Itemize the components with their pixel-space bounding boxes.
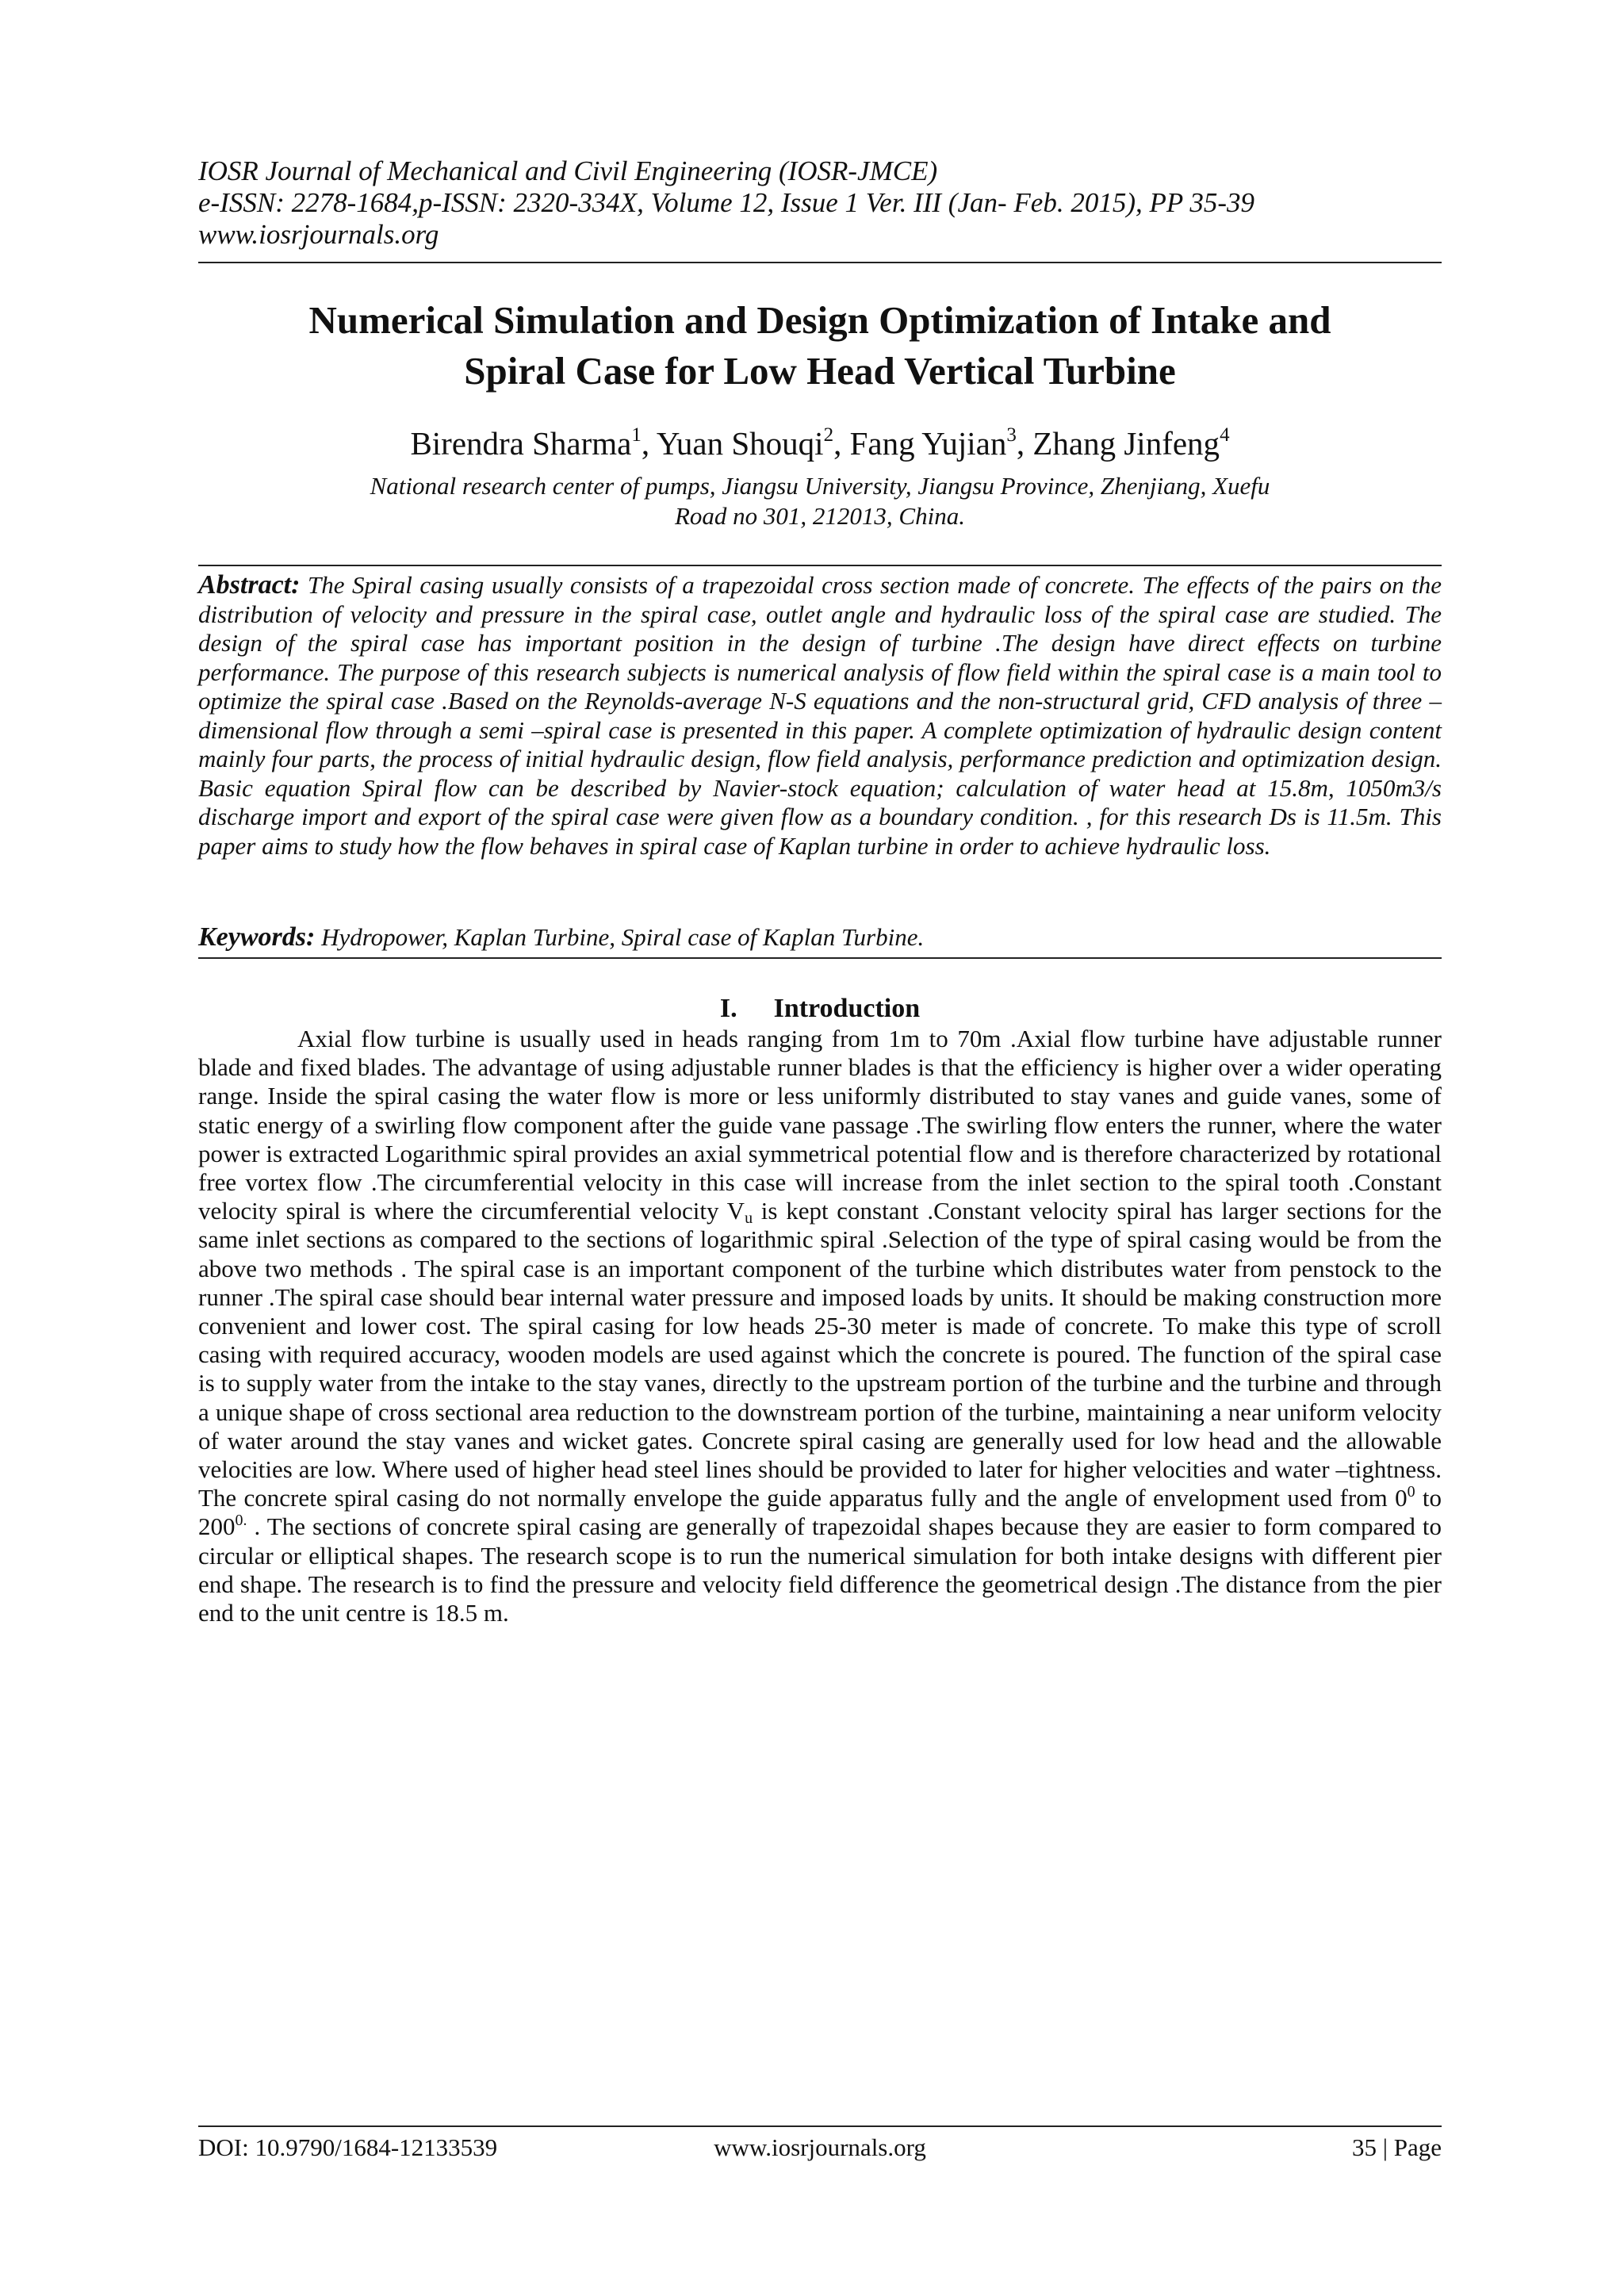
intro-text-part: Axial flow turbine is usually used in heads ranging from 1m to 70m .Axial flow turbine have adjustable runner blade and fixed blades. The advantage of using adjustable runner blades is that the efficiency is higher over a wider operating range. Inside the spiral casing the water flow is more or less uniformly distributed to stay vanes and guide vanes, some of static energy of a swirling flow component after the guide vane passage .The swirling flow enters the runner, where the water power is extracted Logarithmic spiral provides an axial symmetrical potential flow and is therefore characterized by rotational free vortex flow .The circumferential velocity in this case will increase from the inlet section to the spiral tooth .Constant velocity spiral is where the circumferential velocity V [198,1025,1442,1225]
author-affiliation-mark: 3 [1006,424,1017,446]
abstract-divider-bottom [198,957,1442,959]
footer-divider [198,2125,1442,2127]
section-number: I. [719,994,737,1023]
degree-superscript: 0. [235,1512,247,1530]
paper-title-line-1: Numerical Simulation and Design Optimization of Intake and [308,298,1331,342]
author-affiliation-mark: 1 [631,424,642,446]
keywords-label: Keywords: [198,922,316,952]
velocity-subscript: u [745,1209,753,1228]
page-footer [198,2132,1442,2164]
author-separator: , [833,425,850,462]
abstract [198,571,1442,861]
journal-issue-info: e-ISSN: 2278-1684,p-ISSN: 2320-334X, Volume 12, Issue 1 Ver. III (Jan- Feb. 2015), PP 35-39 [198,187,1254,218]
paper-title-line-2: Spiral Case for Low Head Vertical Turbine [464,349,1176,393]
introduction-paragraph [198,1025,1442,1627]
paper-title [198,295,1442,397]
abstract-text: The Spiral casing usually consists of a trapezoidal cross section made of concrete. The effects of the pairs on the distribution of velocity and pressure in the spiral case, outlet angle and hydraulic loss of the spiral case are studied. The design of the spiral case has important position in the design of turbine .The design have direct effects on turbine performance. The purpose of this research subjects is numerical analysis of flow field within the spiral case is a main tool to optimize the spiral case .Based on the Reynolds-average N-S equations and the non-structural grid, CFD analysis of three –dimensional flow through a semi –spiral case is presented in this paper. A complete optimization of hydraulic design content mainly four parts, the process of initial hydraulic design, flow field analysis, performance prediction and optimization design. Basic equation Spiral flow can be described by Navier-stock equation; calculation of water head at 15.8m, 1050m3/s discharge import and export of the spiral case were given flow as a boundary condition. , for this research Ds is 11.5m. This paper aims to study how the flow behaves in spiral case of Kaplan turbine in order to achieve hydraulic loss. [198,571,1442,860]
keywords [198,922,1442,953]
journal-header [198,155,1442,251]
author-name: Yuan Shouqi [656,425,824,462]
affiliation-line-2: Road no 301, 212013, China. [675,502,965,530]
author-separator: , [641,425,657,462]
intro-text-part: is kept constant .Constant velocity spiral has larger sections for the same inlet sections as compared to the sections of logarithmic spiral .Selection of the type of spiral casing would be from the above two methods . The spiral case is an important component of the turbine which distributes water from penstock to the runner .The spiral case should bear internal water pressure and imposed loads by units. It should be making construction more convenient and lower cost. The spiral casing for low heads 25-30 meter is made of concrete. To make this type of scroll casing with required accuracy, wooden models are used against which the concrete is poured. The function of the spiral case is to supply water from the intake to the stay vanes, directly to the upstream portion of the turbine and the turbine and through a unique shape of cross sectional area reduction to the downstream portion of the turbine, maintaining a near uniform velocity of water around the stay vanes and wicket gates. Concrete spiral casing are generally used for low head and the allowable velocities are low. Where used of higher head steel lines should be provided to later for higher velocities and water –tightness. The concrete spiral casing do not normally envelope the guide apparatus fully and the angle of envelopment used from 0 [198,1197,1442,1512]
footer-page-number: 35 | Page [1352,2133,1442,2161]
author-affiliation-mark: 4 [1220,424,1230,446]
paper-page [198,0,1442,2296]
author-affiliation [285,471,1354,531]
author-name: Zhang Jinfeng [1032,425,1220,462]
abstract-divider-top [198,565,1442,566]
header-divider [198,262,1442,263]
author-name: Birendra Sharma [410,425,632,462]
author-list [198,424,1442,463]
author-separator: , [1016,425,1033,462]
degree-superscript: 0 [1407,1483,1415,1501]
keywords-text: Hydropower, Kaplan Turbine, Spiral case of Kaplan Turbine. [321,923,925,951]
journal-website: www.iosrjournals.org [198,219,439,250]
intro-text-part: . The sections of concrete spiral casing are generally of trapezoidal shapes because they are easier to form compared to circular or elliptical shapes. The research scope is to run the numerical simulation for both intake designs with different pier end shape. The research is to find the pressure and velocity field difference the geometrical design .The distance from the pier end to the unit centre is 18.5 m. [198,1512,1442,1627]
author-affiliation-mark: 2 [823,424,834,446]
section-title: Introduction [773,994,921,1023]
footer-website: www.iosrjournals.org [714,2133,926,2161]
affiliation-line-1: National research center of pumps, Jiangsu University, Jiangsu Province, Zhenjiang, Xuefu [370,472,1270,500]
journal-name: IOSR Journal of Mechanical and Civil Engineering (IOSR-JMCE) [198,155,938,186]
abstract-label: Abstract: [198,570,301,600]
section-heading-introduction [198,993,1442,1025]
intro-text-part: to 200 [198,1484,1442,1541]
author-name: Fang Yujian [849,425,1007,462]
footer-doi: DOI: 10.9790/1684-12133539 [198,2133,498,2161]
